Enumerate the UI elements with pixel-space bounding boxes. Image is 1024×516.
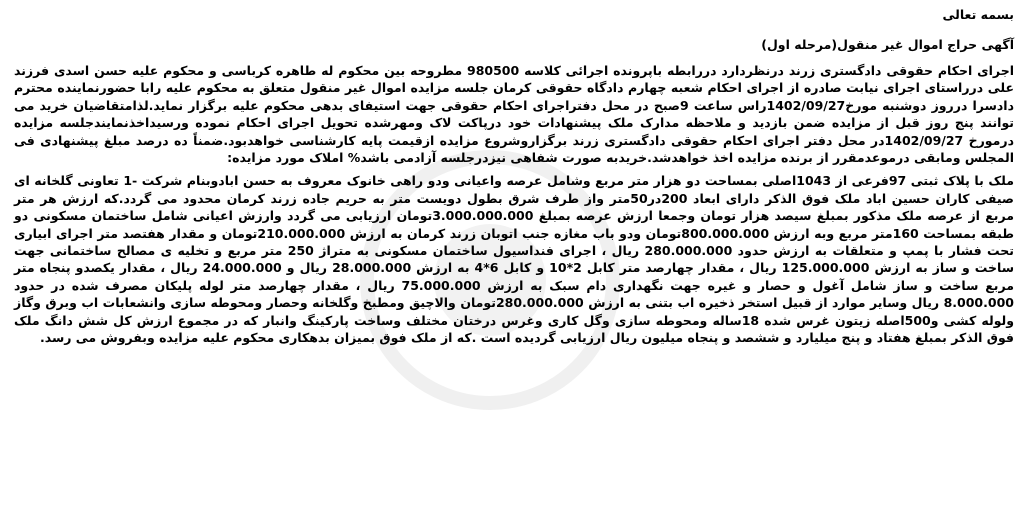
seal-watermark-center bbox=[434, 224, 546, 336]
notice-title: آگهی حراج اموال غیر منقول(مرحله اول) bbox=[761, 37, 1014, 52]
notice-paragraph-property: ملک با پلاک ثبتی 97فرعی از 1043اصلی بمساحت دو هزار متر مربع وشامل عرصه واعیانی ودو راهی خانوک معروف به حسن ابادوبنام شرکت -1 تعاونی گلخانه ای صیفی کاران حسین اباد ملک فوق الذکر دارای ابعاد 200در50متر واز طرف شرق بطول دویست متر به حریم جاده زرند کرمان محدود می گردد.که ارزش هر متر مربع از عرصه ملک مذکور بمبلغ سیصد هزار تومان وجمعا ارزش عرصه بمبلغ 3.000.000.000تومان ارزیابی می گردد وارزش اعیانی شامل ساختمان مسکونی دو طبقه بمساحت 160متر مربع وبه ارزش 800.000.000تومان ودو باب مغازه جنب اتوبان زرند کرمان به ارزش 210.000.000تومان و مقدار هفتصد متر اجرای ابیاری تحت فشار با پمپ و متعلقات به ارزش حدود 280.000.000 ریال ، اجرای فنداسیول ساختمان مسکونی به متراژ 250 متر مربع و تخلیه ی مصالح ساختمانی جهت ساخت و ساز به ارزش 125.000.000 ریال ، مقدار چهارصد متر کابل 2*10 و کابل 6*4 به ارزش 28.000.000 ریال و 24.000.000 ریال ، مقدار یکصدو پنجاه متر مربع ساخت و ساز شامل آغول و حصار و غیره جهت نگهداری دام سبک به ارزش 75.000.000 ریال ، مقدار چهارصد متر لوله پلیکان مصرف شده در حدود 8.000.000 ریال وسایر موارد از قبیل استخر ذخیره اب بتنی به ارزش 280.000.000تومان والاچیق ومطبخ وگلخانه وحصار ومحوطه سازی وانشعابات اب وبرق وگاز ولوله کشی و500اصله زیتون غرس شده 18ساله ومحوطه سازی وگل کاری وغرس درختان مختلف وساخت پارکینگ وانبار که در مجموع ارزش کل شش دانگ ملک فوق الذکر بمبلغ هفتاد و پنج میلیارد و ششصد و پنجاه میلیون ریال ارزیابی گردیده است .که از ملک فوق بمیزان بدهکاری محکوم علیه مزایده وبفروش می رسد. bbox=[14, 173, 1015, 346]
notice-paragraph-intro: اجرای احکام حقوقی دادگستری زرند درنظردارد دررابطه باپرونده اجرائی کلاسه 980500 مطروحه بین محکوم له طاهره کرباسی و محکوم علیه حسن اسدی فرزند علی درراستای اجرای نیابت صادره از اجرای احکام شعبه چهارم دادگاه حقوقی کرمان جلسه مزایده اموال غیر منقول متعلق به محکوم علیه رابا حضورنماینده محترم دادسرا درروز دوشنبه مورخ1402/09/27راس ساعت 9صبح در محل دفتراجرای احکام حقوقی جهت استیفای بدهی محکوم علیه برگزار نماید.لذامتقاضیان خرید می توانند پنج روز قبل از مزایده ضمن بازدید و ملاحظه مدارک ملک پیشنهادات خود درپاکت لاک ومهرشده تحویل اجرای احکام نموده ورسیداخذنمایندجلسه مزایده درمورخ 1402/09/27در محل دفتر اجرای احکام حقوقی دادگستری زرند برگزاروشروع مزایده ازقیمت پایه کارشناسی خواهدبود.ضمناً ده درصد مبلغ پیشنهادی فی المجلس ومابقی درموعدمقرر از برنده مزایده اخذ خواهدشد.خریدبه صورت شفاهی نیزدرجلسه آزادمی باشد% املاک مورد مزایده: bbox=[14, 63, 1014, 166]
bismillah-heading: بسمه تعالی bbox=[942, 7, 1014, 22]
seal-watermark bbox=[360, 150, 620, 410]
